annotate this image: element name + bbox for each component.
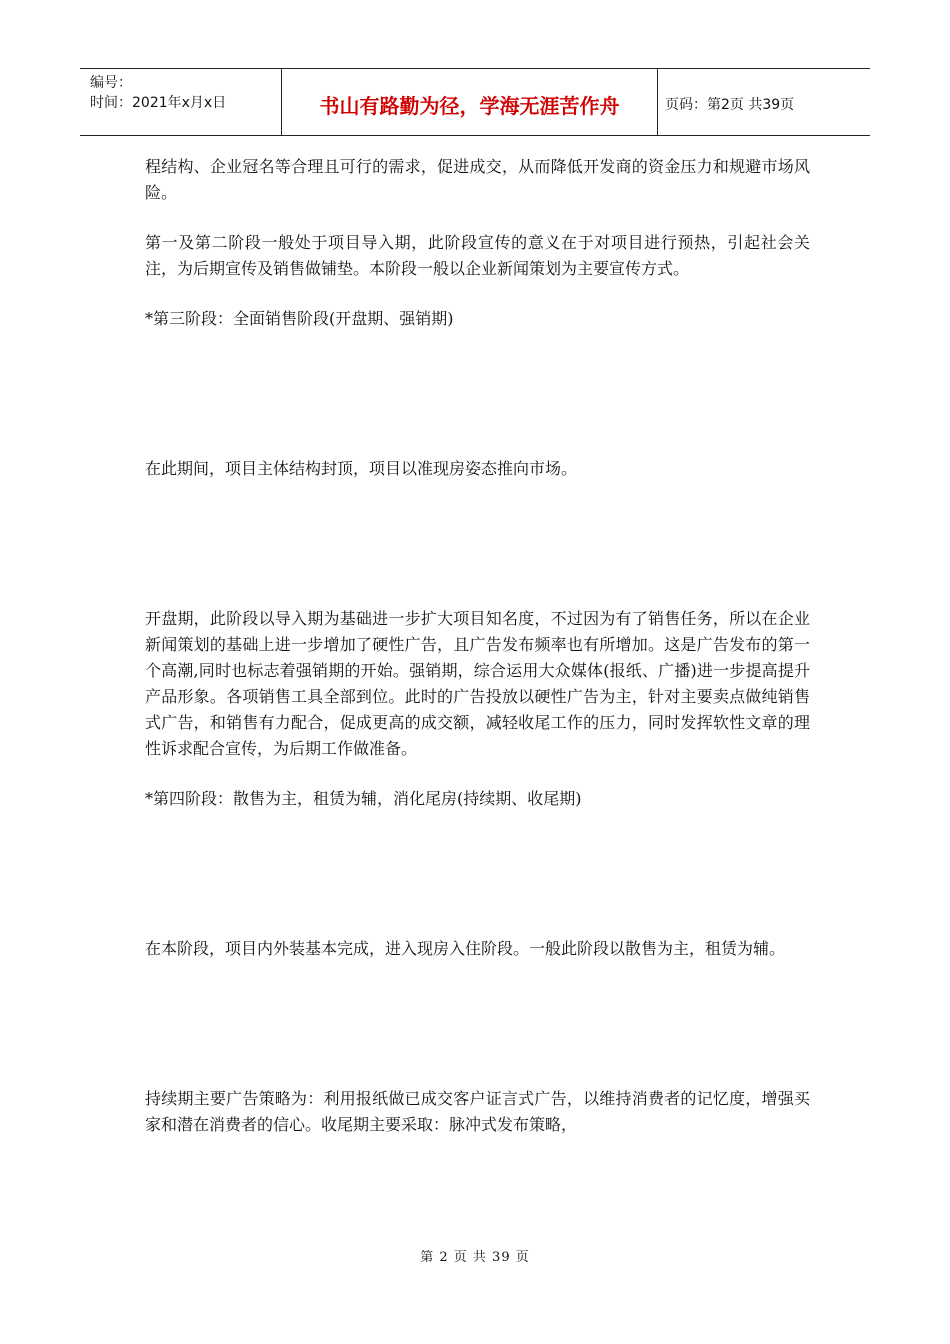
header-meta [80,69,282,135]
section-heading-phase-3: *第三阶段：全面销售阶段(开盘期、强销期) [145,309,454,328]
paragraph-1: 程结构、企业冠名等合理且可行的需求，促进成交，从而降低开发商的资金压力和规避市场风险。 [145,157,810,202]
header-page-code: 页码：第2页 共39页 [665,97,795,113]
page-footer: 第 2 页 共 39 页 [420,1250,530,1265]
paragraph-2: 第一及第二阶段一般处于项目导入期，此阶段宣传的意义在于对项目进行预热，引起社会关注，为后期宣传及销售做铺垫。本阶段一般以企业新闻策划为主要宣传方式。 [145,233,810,278]
paragraph-4: 开盘期，此阶段以导入期为基础进一步扩大项目知名度，不过因为有了销售任务，所以在企业新闻策划的基础上进一步增加了硬性广告，且广告发布频率也有所增加。这是广告发布的第一个高潮,同时也标志着强销期的开始。强销期，综合运用大众媒体(报纸、广播)进一步提高提升产品形象。各项销售工具全部到位。此时的广告投放以硬性广告为主，针对主要卖点做纯销售式广告，和销售有力配合，促成更高的成交额，减轻收尾工作的压力，同时发挥软性文章的理性诉求配合宣传，为后期工作做准备。 [145,609,810,758]
time-label: 时间：2021年x月x日 [90,95,227,111]
paragraph-3: 在此期间，项目主体结构封顶，项目以准现房姿态推向市场。 [145,459,578,478]
document-body [145,154,810,1138]
section-heading-phase-4: *第四阶段：散售为主，租赁为辅，消化尾房(持续期、收尾期) [145,789,582,808]
header-motto: 书山有路勤为径，学海无涯苦作舟 [282,69,658,135]
paragraph-6: 持续期主要广告策略为：利用报纸做已成交客户证言式广告，以维持消费者的记忆度，增强买家和潜在消费者的信心。收尾期主要采取：脉冲式发布策略， [145,1089,810,1134]
paragraph-5: 在本阶段，项目内外装基本完成，进入现房入住阶段。一般此阶段以散售为主，租赁为辅。 [145,939,786,958]
page-header [80,68,870,136]
serial-label: 编号： [90,75,132,91]
